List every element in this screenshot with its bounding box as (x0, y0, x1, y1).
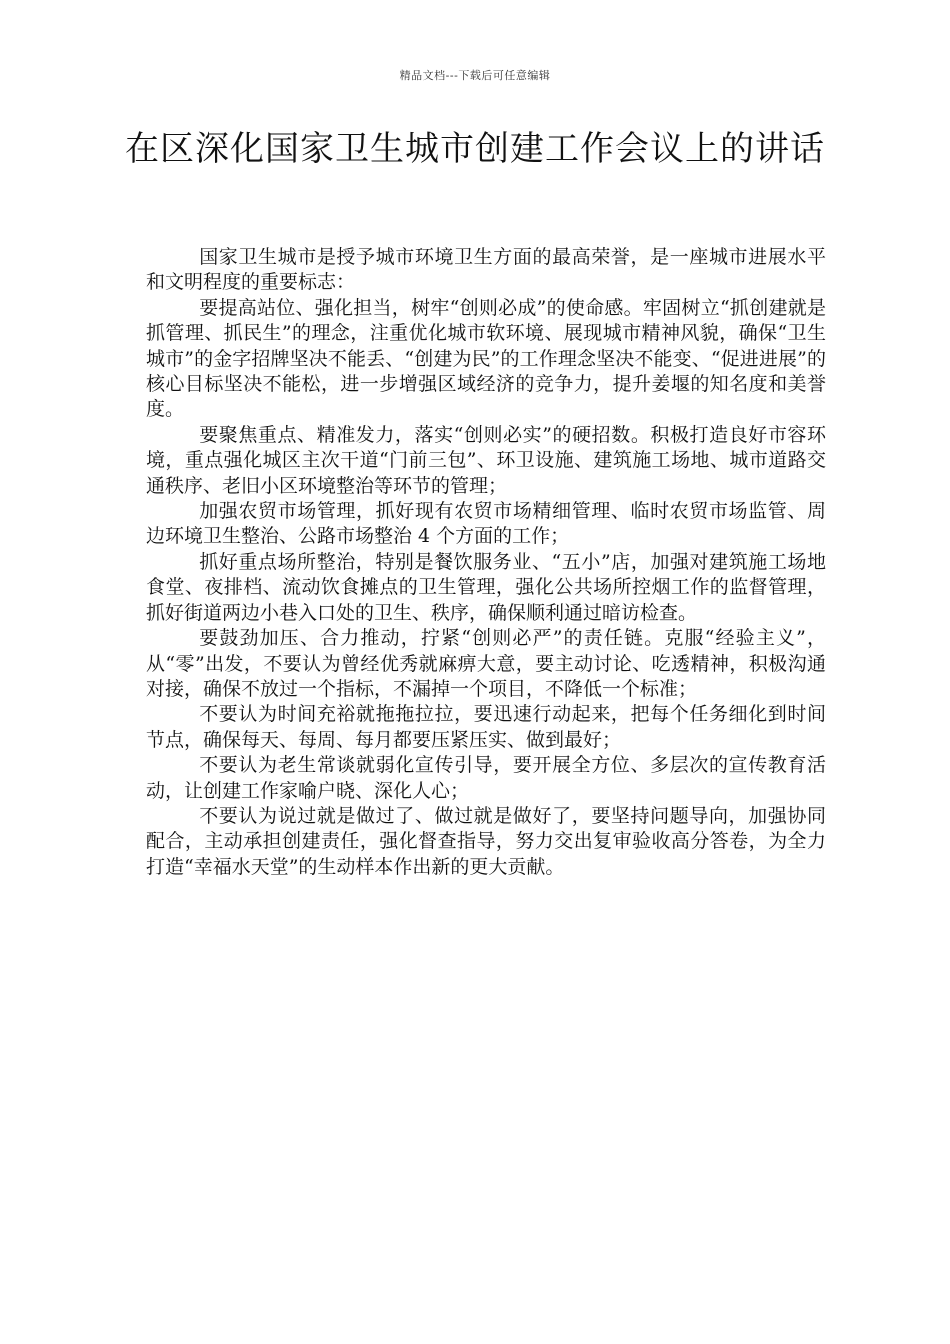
paragraph: 要聚焦重点、精准发力，落实“创则必实”的硬招数。积极打造良好市容环境，重点强化城区主次干道“门前三包”、环卫设施、建筑施工场地、城市道路交通秩序、老旧小区环境整治等环节的管理； (146, 423, 826, 497)
document-body (146, 245, 826, 880)
paragraph: 不要认为时间充裕就拖拖拉拉，要迅速行动起来，把每个任务细化到时间节点，确保每天、每周、每月都要压紧压实、做到最好； (146, 703, 826, 751)
header-note: 精品文档---下载后可任意编辑 (399, 69, 551, 82)
paragraph: 不要认为说过就是做过了、做过就是做好了，要坚持问题导向，加强协同配合，主动承担创建责任，强化督查指导，努力交出复审验收高分答卷，为全力打造“幸福水天堂”的生动样本作出新的更大贡献。 (146, 804, 826, 878)
document-title: 在区深化国家卫生城市创建工作会议上的讲话 (125, 129, 825, 169)
paragraph: 不要认为老生常谈就弱化宣传引导，要开展全方位、多层次的宣传教育活动，让创建工作家喻户晓、深化人心； (146, 754, 826, 802)
paragraph: 加强农贸市场管理，抓好现有农贸市场精细管理、临时农贸市场监管、周边环境卫生整治、公路市场整治 4 个方面的工作； (146, 500, 826, 548)
paragraph: 要鼓劲加压、合力推动，拧紧“创则必严”的责任链。克服“经验主义”，从“零”出发，不要认为曾经优秀就麻痹大意，要主动讨论、吃透精神，积极沟通对接，确保不放过一个指标，不漏掉一个项目，不降低一个标准； (146, 627, 826, 700)
paragraph: 抓好重点场所整治，特别是餐饮服务业、“五小”店，加强对建筑施工场地食堂、夜排档、流动饮食摊点的卫生管理，强化公共场所控烟工作的监督管理，抓好街道两边小巷入口处的卫生、秩序，确保顺利通过暗访检查。 (146, 550, 826, 624)
paragraph: 要提高站位、强化担当，树牢“创则必成”的使命感。牢固树立“抓创建就是抓管理、抓民生”的理念，注重优化城市软环境、展现城市精神风貌，确保“卫生城市”的金字招牌坚决不能丢、“创建为民”的工作理念坚决不能变、“促进进展”的核心目标坚决不能松，进一步增强区域经济的竞争力，提升姜堰的知名度和美誉度。 (146, 296, 826, 421)
paragraph: 国家卫生城市是授予城市环境卫生方面的最高荣誉，是一座城市进展水平和文明程度的重要标志： (146, 246, 826, 294)
